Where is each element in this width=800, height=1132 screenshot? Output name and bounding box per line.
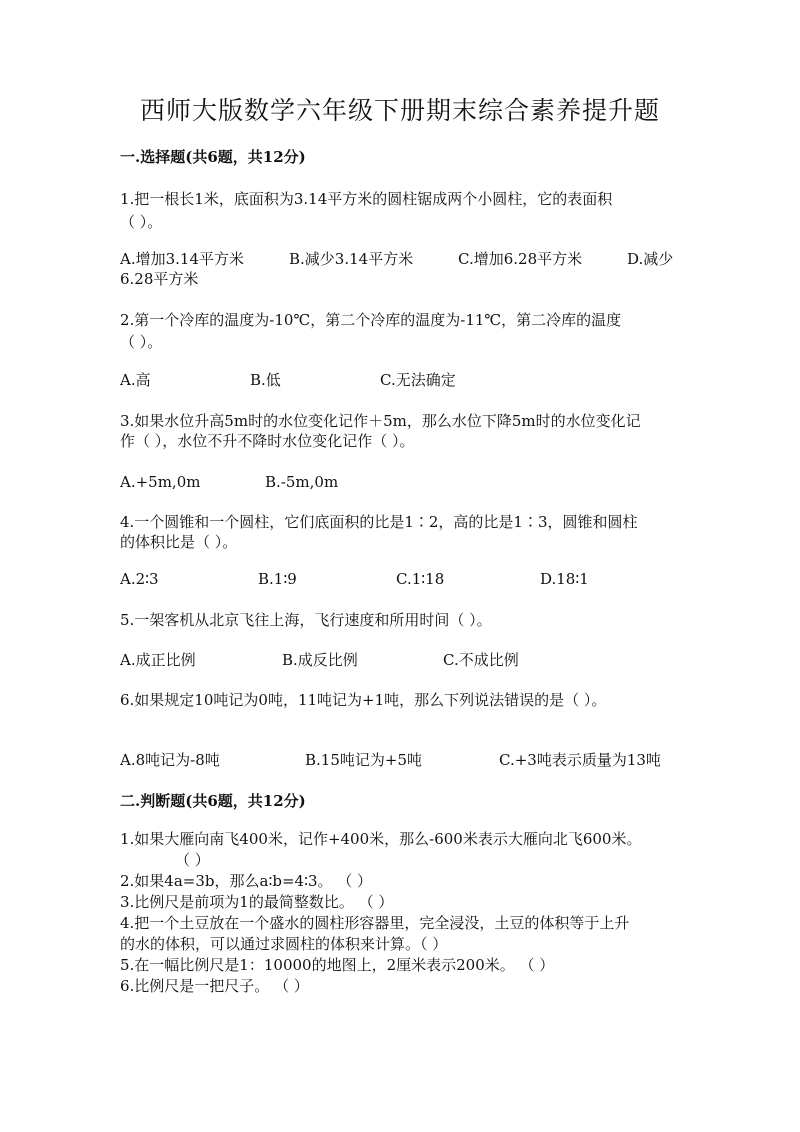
question-3-option-b: B.-5m,0m [265, 473, 339, 491]
question-6-option-b: B.15吨记为+5吨 [305, 751, 422, 769]
question-5-option-a: A.成正比例 [120, 651, 196, 669]
question-4-option-d: D.18∶1 [540, 570, 589, 588]
question-6-option-a: A.8吨记为-8吨 [120, 751, 220, 769]
question-5-text: 5.一架客机从北京飞往上海，飞行速度和所用时间（ ）。 [120, 611, 492, 629]
page-title: 西师大版数学六年级下册期末综合素养提升题 [139, 96, 660, 125]
question-6-text: 6.如果规定10吨记为0吨，11吨记为+1吨，那么下列说法错误的是（ ）。 [120, 691, 607, 709]
question-5-option-c: C.不成比例 [443, 651, 519, 669]
question-4-text-cont: 的体积比是（ ）。 [120, 533, 238, 551]
question-3-text: 3.如果水位升高5m时的水位变化记作＋5m，那么水位下降5m时的水位变化记 [120, 412, 641, 430]
question-1-option-d-cont: 6.28平方米 [120, 270, 199, 288]
judgement-1-text: 1.如果大雁向南飞400米，记作+400米，那么-600米表示大雁向北飞600米。 [120, 830, 642, 848]
judgement-4-text-cont: 的水的体积，可以通过求圆柱的体积来计算。（ ） [120, 935, 448, 953]
question-2-text: 2.第一个冷库的温度为-10℃，第二个冷库的温度为-11℃，第二冷库的温度 [120, 311, 622, 329]
judgement-6-text: 6.比例尺是一把尺子。 （ ） [120, 977, 309, 995]
question-1-option-a: A.增加3.14平方米 [120, 250, 244, 268]
judgement-5-text: 5.在一幅比例尺是1：10000的地图上，2厘米表示200米。 （ ） [120, 956, 555, 974]
question-2-option-c: C.无法确定 [380, 371, 456, 389]
question-3-option-a: A.+5m,0m [120, 473, 201, 491]
question-4-option-b: B.1∶9 [258, 570, 297, 588]
question-6-option-c: C.+3吨表示质量为13吨 [499, 751, 661, 769]
question-1-blank: （ ）。 [120, 213, 163, 231]
section-heading-choice: 一.选择题(共6题，共12分) [120, 148, 306, 166]
question-2-option-b: B.低 [250, 371, 281, 389]
judgement-1-blank: （ ） [175, 851, 210, 869]
judgement-2-text: 2.如果4a=3b，那么a∶b=4∶3。 （ ） [120, 872, 373, 890]
judgement-4-text: 4.把一个土豆放在一个盛水的圆柱形容器里，完全浸没，土豆的体积等于上升 [120, 914, 630, 932]
question-4-option-c: C.1∶18 [396, 570, 445, 588]
question-1-option-d: D.减少 [627, 250, 674, 268]
question-1-option-b: B.减少3.14平方米 [289, 250, 414, 268]
question-1-option-c: C.增加6.28平方米 [458, 250, 583, 268]
question-2-blank: （ ）。 [120, 333, 163, 351]
judgement-3-text: 3.比例尺是前项为1的最简整数比。 （ ） [120, 893, 394, 911]
question-3-text-cont: 作（ ），水位不升不降时水位变化记作（ ）。 [120, 432, 415, 450]
question-1-text: 1.把一根长1米，底面积为3.14平方米的圆柱锯成两个小圆柱，它的表面积 [120, 190, 613, 208]
question-5-option-b: B.成反比例 [282, 651, 358, 669]
section-heading-judgement: 二.判断题(共6题，共12分) [120, 792, 306, 810]
question-4-text: 4.一个圆锥和一个圆柱，它们底面积的比是1∶2，高的比是1∶3，圆锥和圆柱 [120, 513, 638, 531]
question-2-option-a: A.高 [120, 371, 151, 389]
question-4-option-a: A.2∶3 [120, 570, 159, 588]
